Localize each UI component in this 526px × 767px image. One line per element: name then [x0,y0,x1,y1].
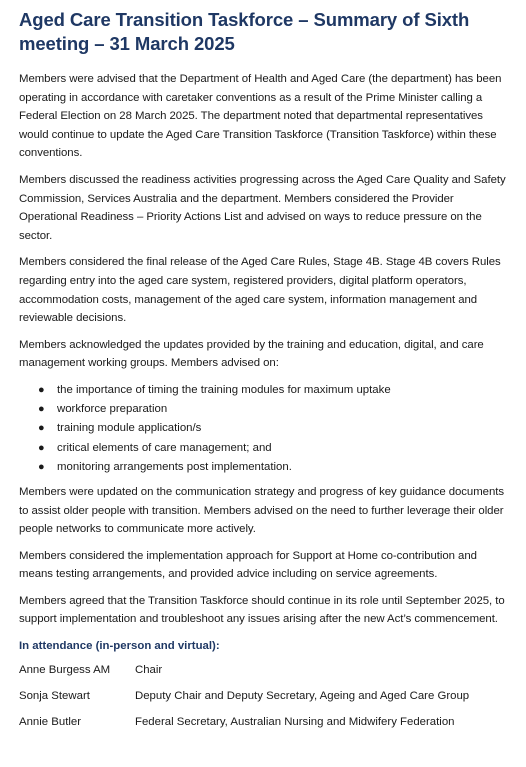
attendance-heading: In attendance (in-person and virtual): [19,640,220,653]
bullet-icon: ● [38,422,45,435]
attendee-row [19,661,512,679]
list-item: ● training module application/s [19,419,512,438]
paragraph-rules-stage-4b: Members considered the final release of the Aged Care Rules, Stage 4B. Stage 4B covers Rules regarding entry into the aged care system, registered providers, digital platform operators, accommodation costs, management of the aged care system, information management and reviewable decisions. [19,256,501,325]
document-title: Aged Care Transition Taskforce – Summary of Sixth meeting – 31 March 2025 [19,9,470,54]
attendee-role: Deputy Chair and Deputy Secretary, Ageing and Aged Care Group [135,690,470,703]
attendee-role: Chair [135,664,163,677]
paragraph-continuation: Members agreed that the Transition Taskforce should continue in its role until September 2025, to support implementation and troubleshoot any issues arising after the new Act’s commencement. [19,594,505,626]
list-item: ● critical elements of care management; and [19,439,512,458]
list-item: ● workforce preparation [19,400,512,419]
attendee-row [19,687,512,705]
advice-bullet-list [19,381,512,477]
attendee-name: Sonja Stewart [19,690,90,703]
attendee-name: Anne Burgess AM [19,664,111,677]
bullet-icon: ● [38,403,45,416]
paragraph-working-groups: Members acknowledged the updates provided by the training and education, digital, and care management working groups. Members advised on: [19,338,484,370]
paragraph-caretaker: Members were advised that the Department of Health and Aged Care (the department) has been operating in accordance with caretaker conventions as a result of the Prime Minister calling a Federal Election on 28 March 2025. The department noted that departmental representatives would continue to update the Aged Care Transition Taskforce (Transition Taskforce) within these conventions. [19,73,502,160]
attendee-row [19,713,512,731]
paragraph-communication: Members were updated on the communication strategy and progress of key guidance documents to assist older people with transition. Members advised on the need to further leverage their older people networks to communicate more actively. [19,485,504,536]
bullet-icon: ● [38,383,45,396]
paragraph-readiness: Members discussed the readiness activities progressing across the Aged Care Quality and Safety Commission, Services Australia and the department. Members considered the Provider Operational Readiness – Priority Actions List and advised on ways to reduce pressure on the sector. [19,173,506,242]
bullet-icon: ● [38,441,45,454]
list-item: ● monitoring arrangements post implementation. [19,458,512,477]
bullet-icon: ● [38,460,45,473]
attendee-name: Annie Butler [19,716,82,729]
paragraph-support-at-home: Members considered the implementation approach for Support at Home co-contribution and means testing arrangements, and provided advice including on service agreements. [19,549,477,581]
list-item: ● the importance of timing the training modules for maximum uptake [19,381,512,400]
attendee-role: Federal Secretary, Australian Nursing and Midwifery Federation [135,716,455,729]
